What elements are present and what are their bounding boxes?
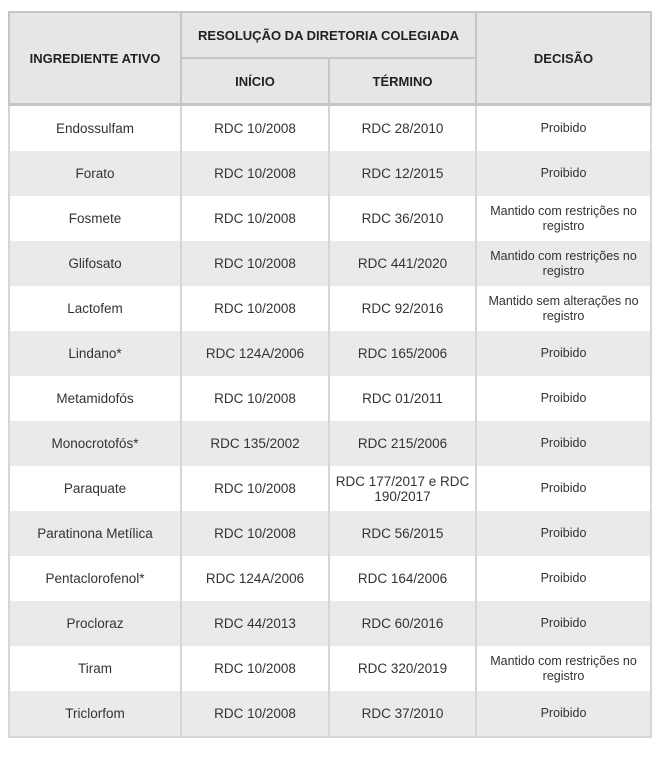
cell-end: RDC 177/2017 e RDC 190/2017 — [329, 466, 476, 511]
cell-ingredient: Lindano* — [9, 331, 181, 376]
cell-ingredient: Lactofem — [9, 286, 181, 331]
cell-decision: Proibido — [476, 376, 651, 421]
cell-start: RDC 135/2002 — [181, 421, 329, 466]
cell-start: RDC 10/2008 — [181, 466, 329, 511]
cell-start: RDC 124A/2006 — [181, 331, 329, 376]
cell-start: RDC 10/2008 — [181, 646, 329, 691]
cell-start: RDC 10/2008 — [181, 241, 329, 286]
cell-ingredient: Forato — [9, 151, 181, 196]
header-resolution-group: RESOLUÇÃO DA DIRETORIA COLEGIADA — [181, 12, 476, 58]
cell-start: RDC 10/2008 — [181, 691, 329, 737]
table-row — [9, 151, 651, 196]
cell-ingredient: Triclorfom — [9, 691, 181, 737]
cell-start: RDC 44/2013 — [181, 601, 329, 646]
table-row — [9, 376, 651, 421]
table-row — [9, 421, 651, 466]
cell-ingredient: Fosmete — [9, 196, 181, 241]
cell-ingredient: Tiram — [9, 646, 181, 691]
cell-decision: Proibido — [476, 331, 651, 376]
table-row — [9, 646, 651, 691]
cell-decision: Mantido com restrições no registro — [476, 646, 651, 691]
cell-decision: Proibido — [476, 601, 651, 646]
cell-start: RDC 10/2008 — [181, 286, 329, 331]
cell-start: RDC 10/2008 — [181, 105, 329, 152]
cell-decision: Mantido com restrições no registro — [476, 241, 651, 286]
table-header — [9, 12, 651, 105]
cell-decision: Proibido — [476, 511, 651, 556]
cell-end: RDC 215/2006 — [329, 421, 476, 466]
table-row — [9, 556, 651, 601]
cell-decision: Proibido — [476, 466, 651, 511]
cell-start: RDC 10/2008 — [181, 151, 329, 196]
table-body — [9, 105, 651, 738]
table-row — [9, 466, 651, 511]
cell-ingredient: Monocrotofós* — [9, 421, 181, 466]
cell-end: RDC 92/2016 — [329, 286, 476, 331]
cell-ingredient: Glifosato — [9, 241, 181, 286]
cell-decision: Proibido — [476, 691, 651, 737]
cell-end: RDC 164/2006 — [329, 556, 476, 601]
table-row — [9, 691, 651, 737]
cell-ingredient: Endossulfam — [9, 105, 181, 152]
cell-ingredient: Procloraz — [9, 601, 181, 646]
cell-decision: Proibido — [476, 105, 651, 152]
header-end: TÉRMINO — [329, 58, 476, 105]
cell-ingredient: Paraquate — [9, 466, 181, 511]
cell-ingredient: Paratinona Metílica — [9, 511, 181, 556]
cell-start: RDC 10/2008 — [181, 376, 329, 421]
cell-end: RDC 56/2015 — [329, 511, 476, 556]
cell-decision: Proibido — [476, 151, 651, 196]
cell-decision: Proibido — [476, 556, 651, 601]
cell-end: RDC 320/2019 — [329, 646, 476, 691]
table-row — [9, 331, 651, 376]
cell-end: RDC 60/2016 — [329, 601, 476, 646]
table-row — [9, 105, 651, 152]
cell-end: RDC 36/2010 — [329, 196, 476, 241]
table-row — [9, 286, 651, 331]
cell-end: RDC 01/2011 — [329, 376, 476, 421]
header-start: INÍCIO — [181, 58, 329, 105]
pesticide-resolutions-table — [8, 11, 652, 738]
table-row — [9, 241, 651, 286]
cell-end: RDC 441/2020 — [329, 241, 476, 286]
header-decision: DECISÃO — [476, 12, 651, 105]
cell-end: RDC 37/2010 — [329, 691, 476, 737]
table-container — [8, 11, 650, 738]
cell-start: RDC 10/2008 — [181, 511, 329, 556]
cell-decision: Mantido com restrições no registro — [476, 196, 651, 241]
cell-decision: Mantido sem alterações no registro — [476, 286, 651, 331]
cell-decision: Proibido — [476, 421, 651, 466]
cell-ingredient: Metamidofós — [9, 376, 181, 421]
cell-end: RDC 28/2010 — [329, 105, 476, 152]
cell-end: RDC 165/2006 — [329, 331, 476, 376]
cell-start: RDC 124A/2006 — [181, 556, 329, 601]
cell-start: RDC 10/2008 — [181, 196, 329, 241]
table-row — [9, 601, 651, 646]
cell-ingredient: Pentaclorofenol* — [9, 556, 181, 601]
cell-end: RDC 12/2015 — [329, 151, 476, 196]
table-row — [9, 511, 651, 556]
table-row — [9, 196, 651, 241]
header-ingredient: INGREDIENTE ATIVO — [9, 12, 181, 105]
